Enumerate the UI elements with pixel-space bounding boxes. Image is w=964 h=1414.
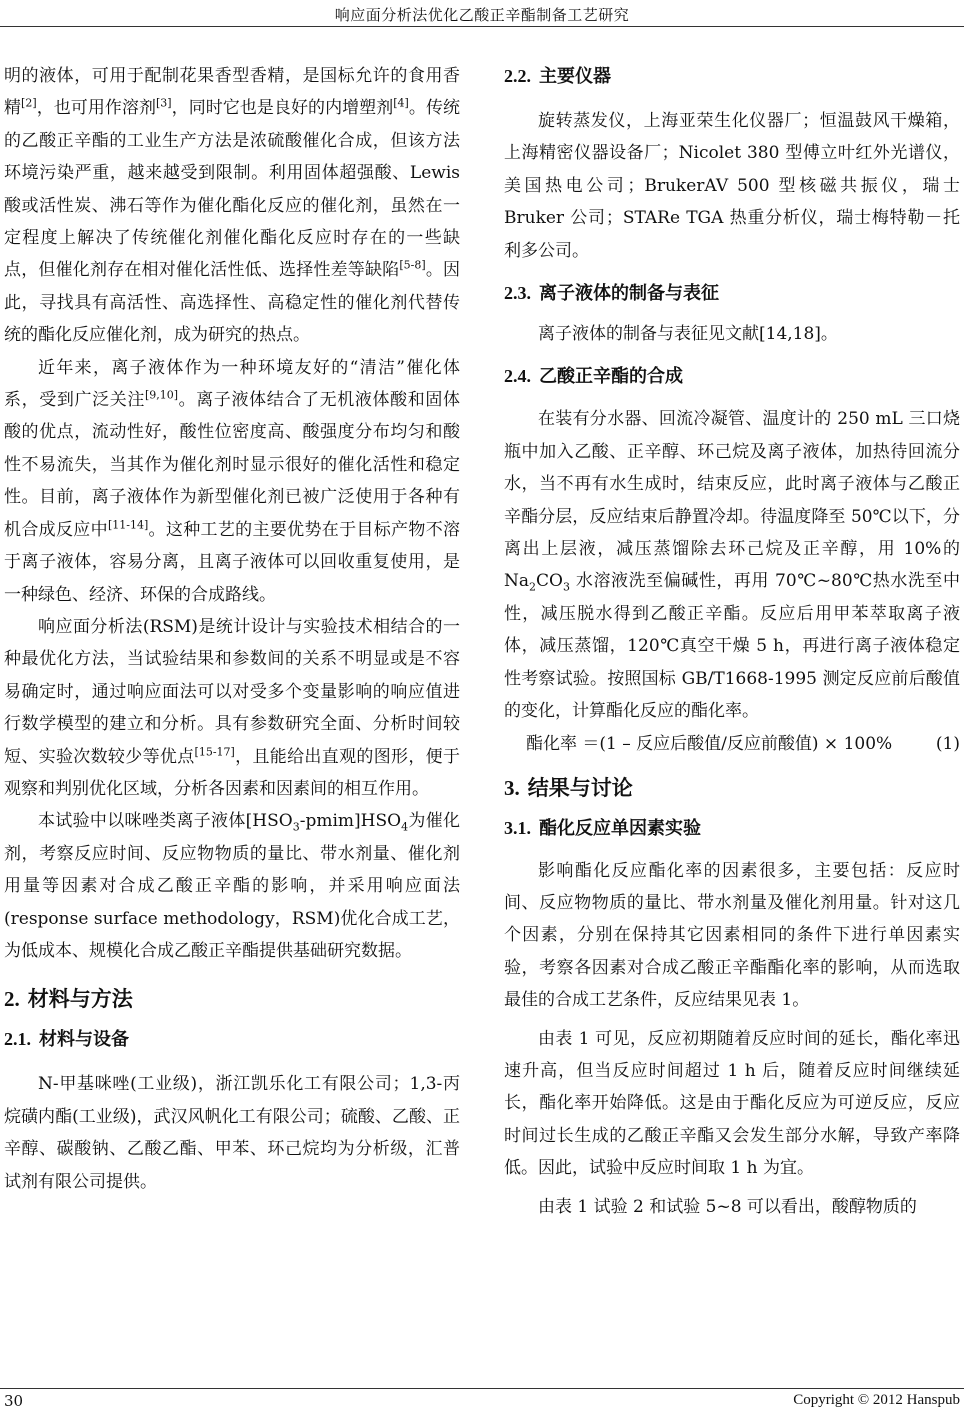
left-column [4, 60, 460, 1198]
section-heading-2-3: 2.3. 离子液体的制备与表征 [504, 283, 719, 305]
paragraph-single-factor: 影响酯化反应酯化率的因素很多，主要包括：反应时间、反应物物质的量比、带水剂量及催化剂用量。针对这几个因素，分别在保持其它因素相同的条件下进行单因素实验，考察各因素对合成乙酸正辛酯酯化率的影响，从而选取最佳的合成工艺条件，反应结果见表 1。 [504, 860, 960, 1011]
copyright: Copyright © 2012 Hanspub [793, 1392, 960, 1408]
citation: [11-14] [107, 518, 149, 532]
section-heading-2-2: 2.2. 主要仪器 [504, 66, 611, 87]
paragraph-rsm: 响应面分析法(RSM)是统计设计与实验技术相结合的一种最优化方法，当试验结果和参数间的关系不明显或是不容易确定时，通过响应面法可以对受多个变量影响的响应值进行数学模型的建立和分析。具有参数研究全面、分析时间较短、实验次数较少等优点[15-17]，且能给出直观的图形，便于观察和判别优化区域，分析各因素和因素间的相互作用。 [4, 616, 461, 799]
section-heading-2-4: 2.4. 乙酸正辛酯的合成 [504, 366, 683, 388]
paragraph-aim: 本试验中以咪唑类离子液体$[HSO_3-pmim]HSO_4$为催化剂，考察反应时间、反应物物质的量比、带水剂量、催化剂用量等因素对合成乙酸正辛酯的影响，并采用响应面法(response surface methodology，RSM)优化合成工艺，为低成本、规模化合成乙酸正辛酯提供基础研究数据。 [4, 811, 460, 961]
paragraph-ionic-liquids: 近年来，离子液体作为一种环境友好的“清洁”催化体系，受到广泛关注[9,10]。离子液体结合了无机液体酸和固体酸的优点，流动性好，酸性位密度高、酸强度分布均匀和酸性不易流失，当其作为催化剂时显示很好的催化活性和稳定性。目前，离子液体作为新型催化剂已被广泛使用于各种有机合成反应中[11-14]。这种工艺的主要优势在于目标产物不溶于离子液体，容易分离，且离子液体可以回收重复使用，是一种绿色、经济、环保的合成路线。 [4, 357, 461, 605]
section-heading-3: 3. 结果与讨论 [504, 775, 633, 800]
section-heading-2: 2. 材料与方法 [4, 987, 133, 1012]
paragraph-materials: N-甲基咪唑(工业级)，浙江凯乐化工有限公司；1,3-丙烷磺内酯(工业级)，武汉风帆化工有限公司；硫酸、乙酸、正辛醇、碳酸钠、乙酸乙酯、甲苯、环己烷均为分析级，汇普试剂有限公司提供。 [4, 1074, 460, 1192]
citation: [15-17] [194, 744, 235, 758]
footer-rule [0, 1388, 964, 1389]
paragraph-preparation: 离子液体的制备与表征见文献[14,18]。 [538, 324, 838, 345]
citation: [5-8] [399, 258, 426, 272]
equation-number: (1) [935, 733, 960, 754]
page-number: 30 [4, 1392, 24, 1410]
section-heading-2-1: 2.1. 材料与设备 [4, 1029, 129, 1051]
header-rule [0, 26, 964, 27]
paragraph-reaction-time: 由表 1 可见，反应初期随着反应时间的延长，酯化率迅速升高，但当反应时间超过 1 h 后，随着反应时间继续延长，酯化率开始降低。这是由于酯化反应为可逆反应，反应时间过长生成的乙酸正辛酯又会发生部分水解，导致产率降低。因此，试验中反应时间取 1 h 为宜。 [504, 1028, 960, 1179]
paragraph-instruments: 旋转蒸发仪，上海亚荣生化仪器厂；恒温鼓风干燥箱，上海精密仪器设备厂；Nicolet 380 型傅立叶红外光谱仪，美国热电公司；BrukerAV 500 型核磁共振仪，瑞士 Bruker 公司；STARe TGA 热重分析仪，瑞士梅特勒－托利多公司。 [504, 111, 960, 261]
section-heading-3-1: 3.1. 酯化反应单因素实验 [504, 817, 701, 839]
citation: [4] [393, 96, 409, 110]
equation-esterification-rate [504, 728, 960, 760]
paragraph-intro-continued: 明的液体，可用于配制花果香型香精，是国标允许的食用香精[2]，也可用作溶剂[3]，同时它也是良好的内增塑剂[4]。传统的乙酸正辛酯的工业生产方法是浓硫酸催化合成，但该方法环境污染严重，越来越受到限制。利用固体超强酸、Lewis 酸或活性炭、沸石等作为催化酯化反应的催化剂，虽然在一定程度上解决了传统催化剂催化酯化反应时存在的一些缺点，但催化剂存在相对催化活性低、选择性差等缺陷[5-8]。因此，寻找具有高活性、高选择性、高稳定性的催化剂代替传统的酯化反应催化剂，成为研究的热点。 [4, 66, 461, 346]
paragraph-synthesis: 在装有分水器、回流冷凝管、温度计的 250 mL 三口烧瓶中加入乙酸、正辛醇、环己烷及离子液体，加热待回流分水，当不再有水生成时，结束反应，此时离子液体与乙酸正辛酯分层，反应结束后静置冷却。待温度降至 50℃以下，分离出上层液，减压蒸馏除去环己烷及正辛醇，用 10%的 $Na_2CO_3$ 水溶液洗至偏碱性，再用 70℃~80℃热水洗至中性，减压脱水得到乙酸正辛酯。反应后用甲苯萃取离子液体，减压蒸馏，120℃真空干燥 5 h，再进行离子液体稳定性考察试验。按照国标 GB/T1668-1995 测定反应前后酸值的变化，计算酯化反应的酯化率。 [504, 409, 960, 722]
paragraph-molar-ratio: 由表 1 试验 2 和试验 5~8 可以看出，酸醇物质的 [538, 1196, 917, 1217]
citation: [3] [156, 96, 172, 110]
equation-body: 酯化率 ＝(1 – 反应后酸值/反应前酸值) × 100% [526, 733, 893, 754]
citation: [9,10] [144, 388, 179, 402]
right-column [504, 64, 960, 1223]
citation: [2] [21, 96, 37, 110]
running-header: 响应面分析法优化乙酸正辛酯制备工艺研究 [334, 6, 630, 24]
